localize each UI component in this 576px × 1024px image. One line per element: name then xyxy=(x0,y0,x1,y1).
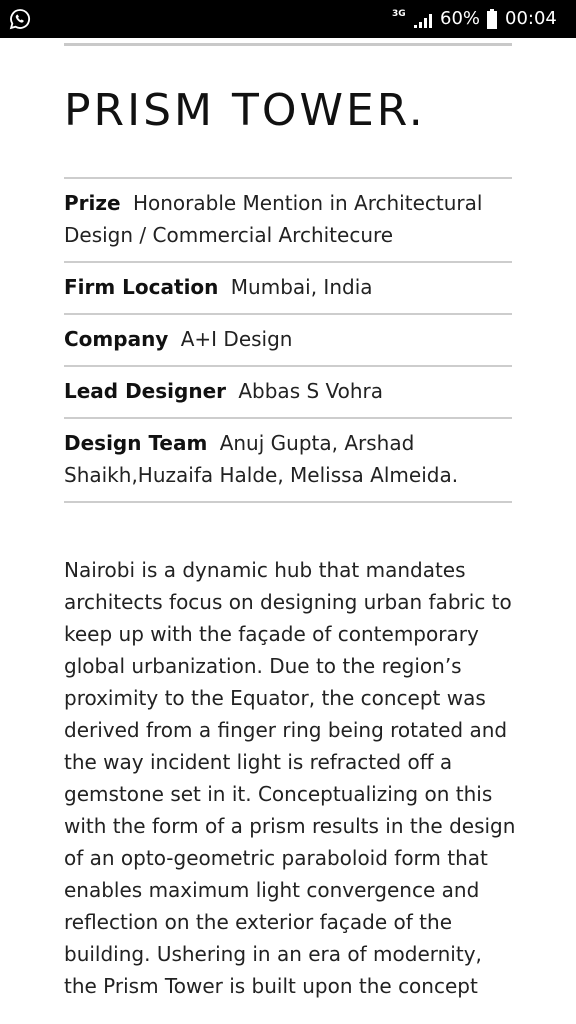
detail-row-prize xyxy=(64,179,512,263)
battery-icon xyxy=(487,9,497,29)
detail-value: Anuj Gupta, Arshad Shaikh,Huzaifa Halde, Melissa Almeida. xyxy=(64,431,459,487)
project-description: Nairobi is a dynamic hub that mandates architects focus on designing urban fabric to keep up with the façade of contemporary global urbanization. Due to the region’s proximity to the Equator, the concept was derived from a finger ring being rotated and the way incident light is refracted off a gemstone set in it. Conceptualizing on this with the form of a prism results in the design of an opto-geometric paraboloid form that enables maximum light convergence and reflection on the exterior façade of the building. Ushering in an era of modernity, the Prism Tower is built upon the concept xyxy=(64,558,516,998)
project-details-list xyxy=(64,177,512,503)
clock: 00:04 xyxy=(505,8,557,29)
detail-row-lead-designer xyxy=(64,367,512,419)
page-title: PRISM TOWER. xyxy=(64,85,426,136)
status-bar xyxy=(0,0,576,38)
signal-strength-icon xyxy=(414,12,436,28)
battery-percent: 60% xyxy=(440,8,481,29)
whatsapp-icon[interactable] xyxy=(9,8,31,30)
detail-value: A+I Design xyxy=(180,327,293,351)
top-divider xyxy=(64,43,512,46)
detail-label: Lead Designer xyxy=(64,379,226,403)
network-type-indicator: 3G xyxy=(392,9,406,19)
detail-label: Design Team xyxy=(64,431,208,455)
detail-label: Company xyxy=(64,327,169,351)
detail-label: Prize xyxy=(64,191,121,215)
detail-value: Abbas S Vohra xyxy=(238,379,384,403)
detail-value: Honorable Mention in Architectural Design / Commercial Architecure xyxy=(64,191,483,247)
detail-value: Mumbai, India xyxy=(230,275,373,299)
detail-label: Firm Location xyxy=(64,275,219,299)
detail-row-design-team xyxy=(64,419,512,503)
detail-row-company xyxy=(64,315,512,367)
detail-row-firm-location xyxy=(64,263,512,315)
